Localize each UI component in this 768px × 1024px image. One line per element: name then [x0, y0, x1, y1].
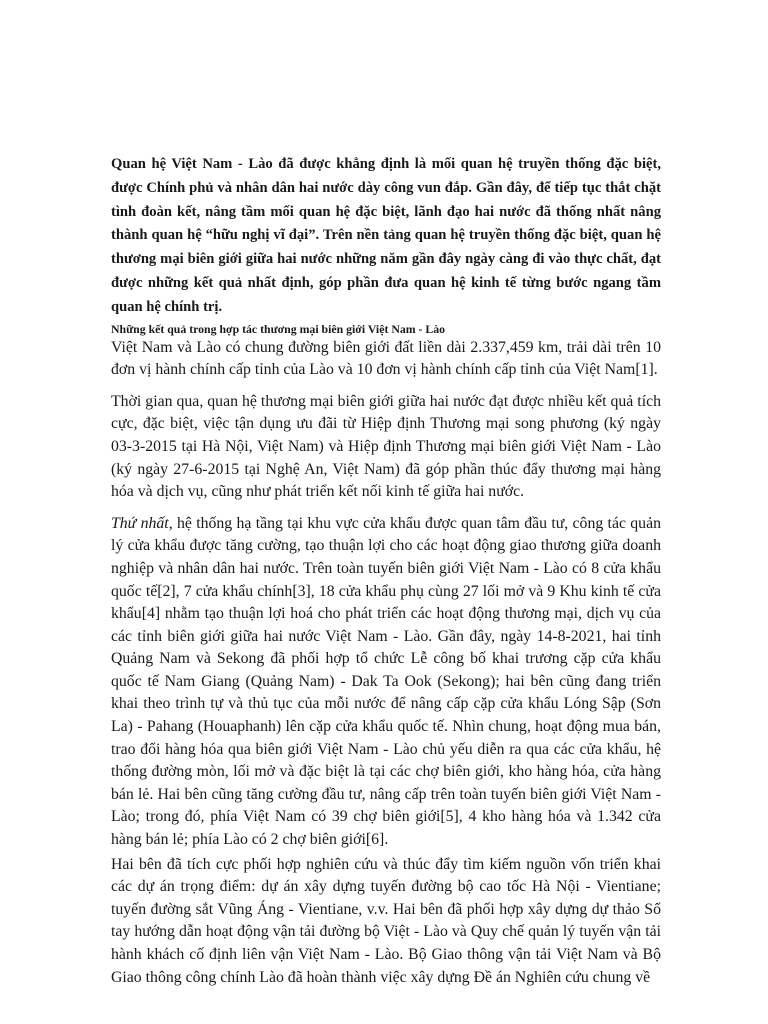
lead-paragraph: Quan hệ Việt Nam - Lào đã được khẳng định là mối quan hệ truyền thống đặc biệt, được Chính phủ và nhân dân hai nước dày công vun đắp. Gần đây, để tiếp tục thắt chặt tình đoàn kết, nâng tầm mối quan hệ đặc biệt, lãnh đạo hai nước đã thống nhất nâng thành quan hệ “hữu nghị vĩ đại”. Trên nền tảng quan hệ truyền thống đặc biệt, quan hệ thương mại biên giới giữa hai nước những năm gần đây ngày càng đi vào thực chất, đạt được những kết quả nhất định, góp phần đưa quan hệ kinh tế từng bước ngang tầm quan hệ chính trị. [111, 156, 661, 315]
paragraph-border-length: Việt Nam và Lào có chung đường biên giới đất liền dài 2.337,459 km, trải dài trên 10 đơn vị hành chính cấp tỉnh của Lào và 10 đơn vị hành chính cấp tỉnh của Việt Nam[1]. [111, 338, 661, 379]
paragraph-key-projects: Hai bên đã tích cực phối hợp nghiên cứu và thúc đẩy tìm kiếm nguồn vốn triển khai các dự án trọng điểm: dự án xây dựng tuyến đường bộ cao tốc Hà Nội - Vientiane; tuyến đường sắt Vũng Áng - Vientiane, v.v. Hai bên đã phối hợp xây dựng dự thảo Sổ tay hướng dẫn hoạt động vận tải đường bộ Việt - Lào và Quy chế quản lý tuyến vận tải hành khách cố định liên vận Việt Nam - Lào. Bộ Giao thông vận tải Việt Nam và Bộ Giao thông công chính Lào đã hoàn thành việc xây dựng Đề án Nghiên cứu chung về [111, 855, 661, 986]
paragraph-trade-results: Thời gian qua, quan hệ thương mại biên giới giữa hai nước đạt được nhiều kết quả tích cực, đặc biệt, việc tận dụng ưu đãi từ Hiệp định Thương mại song phương (ký ngày 03-3-2015 tại Hà Nội, Việt Nam) và Hiệp định Thương mại biên giới Việt Nam - Lào (ký ngày 27-6-2015 tại Nghệ An, Việt Nam) đã góp phần thúc đẩy thương mại hàng hóa và dịch vụ, cũng như phát triển kết nối kinh tế giữa hai nước. [111, 392, 661, 501]
document-page [111, 153, 661, 989]
paragraph-lead-in: Thứ nhất, [111, 514, 173, 532]
paragraph-infrastructure [111, 513, 661, 852]
paragraph-infrastructure-text: hệ thống hạ tầng tại khu vực cửa khẩu được quan tâm đầu tư, công tác quản lý cửa khẩu được tăng cường, tạo thuận lợi cho các hoạt động giao thương giữa doanh nghiệp và nhân dân hai nước. Trên toàn tuyến biên giới Việt Nam - Lào có 8 cửa khẩu quốc tế[2], 7 cửa khẩu chính[3], 18 cửa khẩu phụ cùng 27 lối mở và 9 Khu kinh tế cửa khẩu[4] nhằm tạo thuận lợi hoá cho phát triển các hoạt động thương mại, dịch vụ của các tỉnh biên giới giữa hai nước Việt Nam - Lào. Gần đây, ngày 14-8-2021, hai tỉnh Quảng Nam và Sekong đã phối hợp tổ chức Lễ công bố khai trương cặp cửa khẩu quốc tế Nam Giang (Quảng Nam) - Dak Ta Ook (Sekong); hai bên cũng đang triển khai theo trình tự và thủ tục của mỗi nước để nâng cấp cặp cửa khẩu Lóng Sập (Sơn La) - Pahang (Houaphanh) lên cặp cửa khẩu quốc tế. Nhìn chung, hoạt động mua bán, trao đổi hàng hóa qua biên giới Việt Nam - Lào chủ yếu diễn ra qua các cửa khẩu, hệ thống đường mòn, lối mở và đặc biệt là tại các chợ biên giới, kho hàng hóa, cửa hàng bán lẻ. Hai bên cũng tăng cường đầu tư, nâng cấp trên toàn tuyến biên giới Việt Nam - Lào; trong đó, phía Việt Nam có 39 chợ biên giới[5], 4 kho hàng hóa và 1.342 cửa hàng bán lẻ; phía Lào có 2 chợ biên giới[6]. [111, 514, 661, 849]
section-subheading: Những kết quả trong hợp tác thương mại biên giới Việt Nam - Lào [111, 321, 446, 336]
